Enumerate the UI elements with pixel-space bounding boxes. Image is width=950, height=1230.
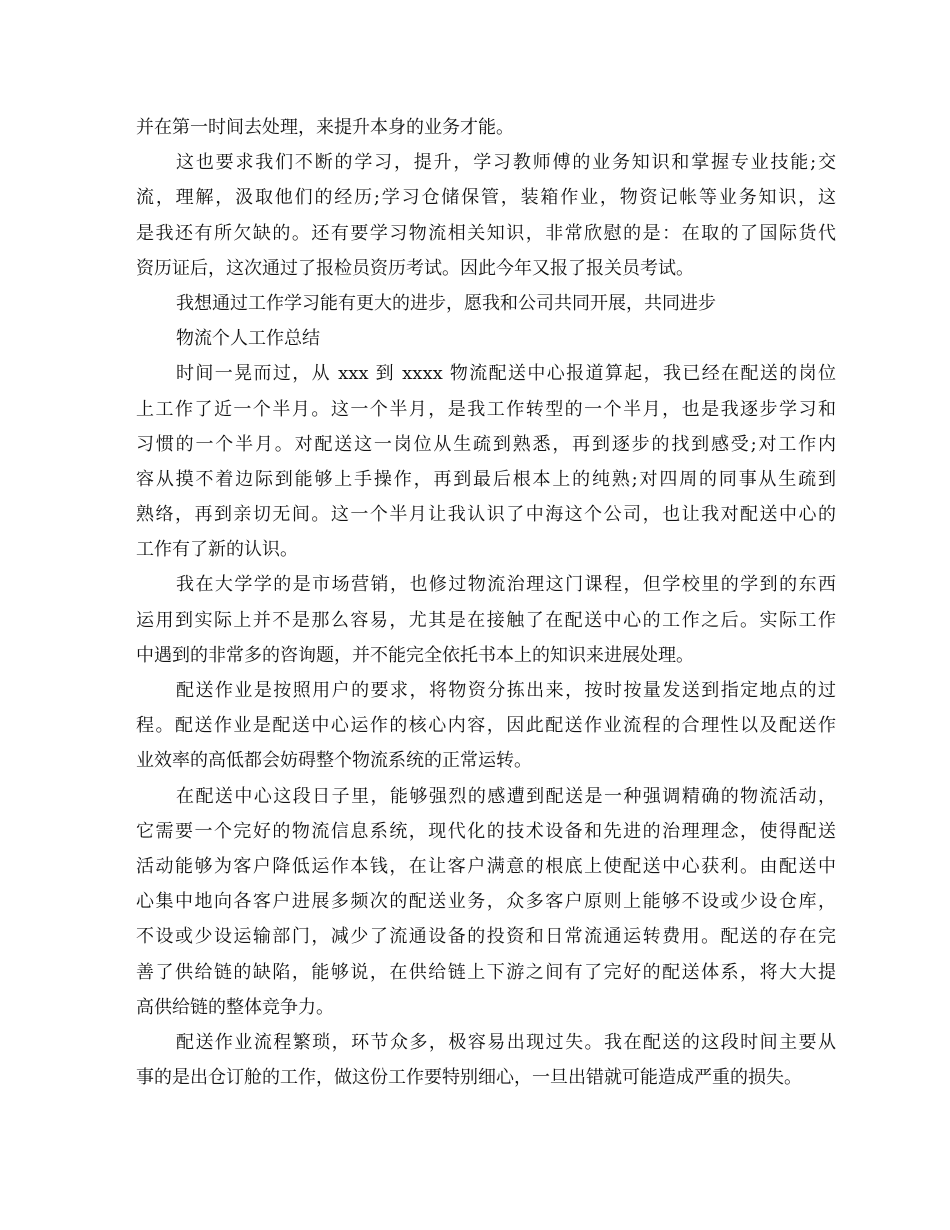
paragraph — [136, 1025, 836, 1095]
paragraph — [136, 286, 836, 321]
document-body — [136, 110, 836, 1095]
text-line: 在配送中心这段日子里，能够强烈的感遭到配送是一种强调精确的物流活动， — [176, 785, 836, 807]
text-line: 业效率的高低都会妨碍整个物流系统的正常运转。 — [136, 750, 532, 772]
text-line: 习惯的一个半月。对配送这一岗位从生疏到熟悉，再到逐步的找到感受;对工作内 — [136, 433, 836, 455]
paragraph — [136, 145, 836, 286]
text-line: 运用到实际上并不是那么容易，尤其是在接触了在配送中心的工作之后。实际工作 — [136, 609, 836, 631]
paragraph — [136, 567, 836, 673]
text-line: 心集中地向各客户进展多频次的配送业务，众多客户原则上能够不设或少设仓库， — [136, 891, 836, 913]
text-line: 时间一晃而过，从 xxx 到 xxxx 物流配送中心报道算起，我已经在配送的岗位 — [176, 363, 836, 385]
text-line: 资历证后，这次通过了报检员资历考试。因此今年又报了报关员考试。 — [136, 257, 694, 279]
text-line: 我想通过工作学习能有更大的进步，愿我和公司共同开展，共同进步 — [176, 292, 716, 314]
paragraph — [136, 356, 836, 567]
text-line: 它需要一个完好的物流信息系统，现代化的技术设备和先进的治理理念，使得配送 — [136, 820, 836, 842]
text-line: 高供给链的整体竞争力。 — [136, 996, 334, 1018]
text-line: 不设或少设运输部门，减少了流通设备的投资和日常流通运转费用。配送的存在完 — [136, 926, 836, 948]
text-line: 程。配送作业是配送中心运作的核心内容，因此配送作业流程的合理性以及配送作 — [136, 715, 836, 737]
text-line: 活动能够为客户降低运作本钱，在让客户满意的根底上使配送中心获利。由配送中 — [136, 855, 836, 877]
text-line: 工作有了新的认识。 — [136, 539, 298, 561]
section-heading — [136, 321, 836, 356]
text-line: 熟络，再到亲切无间。这一个半月让我认识了中海这个公司，也让我对配送中心的 — [136, 504, 836, 526]
text-line: 容从摸不着边际到能够上手操作，再到最后根本上的纯熟;对四周的同事从生疏到 — [136, 468, 836, 490]
paragraph — [136, 110, 836, 145]
paragraph — [136, 673, 836, 779]
text-line: 配送作业流程繁琐，环节众多，极容易出现过失。我在配送的这段时间主要从 — [176, 1031, 836, 1053]
paragraph — [136, 779, 836, 1025]
text-line: 是我还有所欠缺的。还有要学习物流相关知识，非常欣慰的是：在取的了国际货代 — [136, 222, 836, 244]
text-line: 事的是出仓订舱的工作，做这份工作要特别细心，一旦出错就可能造成严重的损失。 — [136, 1067, 802, 1089]
text-line: 这也要求我们不断的学习，提升，学习教师傅的业务知识和掌握专业技能;交 — [176, 152, 836, 174]
text-line: 物流个人工作总结 — [176, 328, 320, 350]
text-line: 善了供给链的缺陷，能够说，在供给链上下游之间有了完好的配送体系，将大大提 — [136, 961, 836, 983]
text-line: 中遇到的非常多的咨询题，并不能完全依托书本上的知识来进展处理。 — [136, 644, 694, 666]
text-line: 流，理解，汲取他们的经历;学习仓储保管，装箱作业，物资记帐等业务知识，这 — [136, 187, 836, 209]
text-line: 并在第一时间去处理，来提升本身的业务才能。 — [136, 117, 514, 138]
text-line: 上工作了近一个半月。这一个半月，是我工作转型的一个半月，也是我逐步学习和 — [136, 398, 836, 420]
text-line: 配送作业是按照用户的要求，将物资分拣出来，按时按量发送到指定地点的过 — [176, 680, 836, 701]
text-line: 我在大学学的是市场营销，也修过物流治理这门课程，但学校里的学到的东西 — [176, 574, 836, 596]
